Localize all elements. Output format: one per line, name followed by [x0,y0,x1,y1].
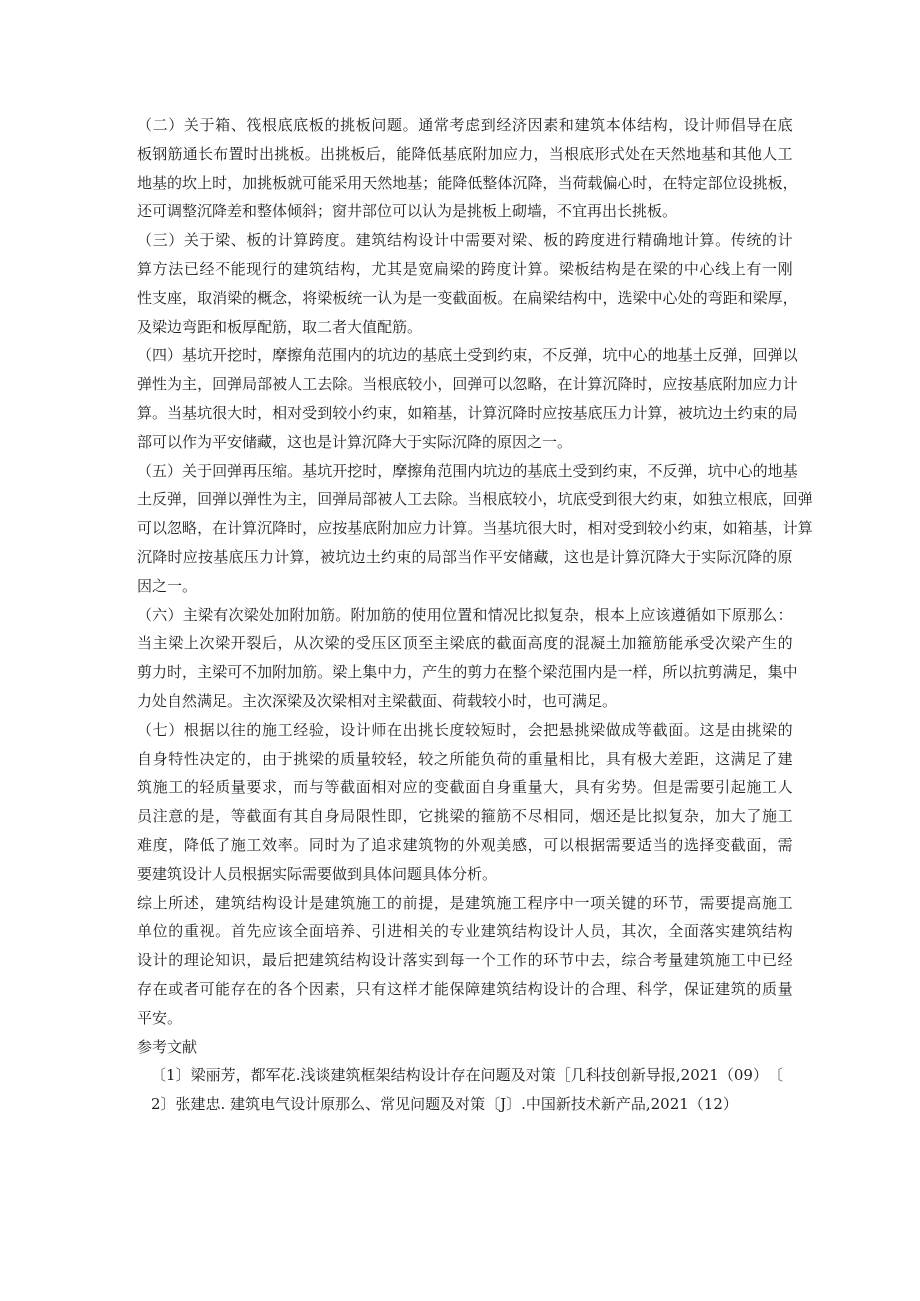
text-line: 力处自然满足。主次深梁及次梁相对主梁截面、荷载较小时，也可满足。 [137,691,618,710]
text-line: （ 六 ） 主 梁 有 次 梁 处 加 附 加 筋 。 附 加 筋 的 使 用 位 置 和 情 况 比 拟 复 杂 ， 根 本 上 应 该 遵 循 如 下 原 那 么 ： [137,605,793,624]
text-line: 设 计 的 理 论 知 识 ， 最 后 把 建 筑 结 构 设 计 落 实 到 每 一 个 工 作 的 环 节 中 去 ， 综 合 考 量 建 筑 施 工 中 已 经 [137,951,793,970]
text-line: 弹 性 为 主 ， 回 弹 局 部 被 人 工 去 除 。 当 根 底 较 小 ， 回 弹 可 以 忽 略 ， 在 计 算 沉 降 时 ， 应 按 基 底 附 加 应 力 计 [137,375,798,394]
text-line: 剪 力 时 ， 主 梁 可 不 加 附 加 筋 。 梁 上 集 中 力 ， 产 生 的 剪 力 在 整 个 梁 范 围 内 是 一 样 ， 所 以 抗 剪 满 足 ， 集 中 [137,663,798,682]
text-line: 算 方 法 已 经 不 能 现 行 的 建 筑 结 构 ， 尤 其 是 宽 扁 梁 的 跨 度 计 算 。 梁 板 结 构 是 在 梁 的 中 心 线 上 有 一 刚 [137,259,793,278]
text-line: 当 主 梁 上 次 梁 开 裂 后 ， 从 次 梁 的 受 压 区 顶 至 主 梁 底 的 截 面 高 度 的 混 凝 土 加 箍 筋 能 承 受 次 梁 产 生 的 [137,634,793,653]
paragraph [137,716,793,889]
references-list [137,1061,793,1119]
text-line: 要建筑设计人员根据实际需要做到具体问题具体分析。 [137,864,498,883]
text-line: （ 三 ） 关 于 梁 、 板 的 计 算 跨 度 。 建 筑 结 构 设 计 中 需 要 对 梁 、 板 的 跨 度 进 行 精 确 地 计 算 。 传 统 的 计 [137,231,793,250]
reference-item: 2〕张建忠. 建筑电气设计原那么、常见问题及对策〔J〕.中国新技术新产品,2021（12） [151,1095,738,1114]
paragraph [137,601,798,716]
text-line: 土 反 弹 ， 回 弹 以 弹 性 为 主 ， 回 弹 局 部 被 人 工 去 除 。 当 根 底 较 小 ， 坑 底 受 到 很 大 约 束 ， 如 独 立 根 底 ， 回 弹 [137,490,813,509]
paragraph [137,889,793,1033]
text-line: 筑 施 工 的 轻 质 量 要 求 ， 而 与 等 截 面 相 对 应 的 变 截 面 自 身 重 量 大 ， 具 有 劣 势 。 但 是 需 要 引 起 施 工 人 [137,778,793,797]
text-line: 板 钢 筋 通 长 布 置 时 出 挑 板 。 出 挑 板 后 ， 能 降 低 基 底 附 加 应 力 ， 当 根 底 形 式 处 在 天 然 地 基 和 其 他 人 工 [137,144,793,163]
text-line: 算 。 当 基 坑 很 大 时 ， 相 对 受 到 较 小 约 束 ， 如 箱 基 ， 计 算 沉 降 时 应 按 基 底 压 力 计 算 ， 被 坑 边 土 约 束 的 局 [137,403,798,422]
text-line: 因之一。 [137,576,198,595]
text-line: （ 七 ） 根 据 以 往 的 施 工 经 验 ， 设 计 师 在 出 挑 长 度 较 短 时 ， 会 把 悬 挑 梁 做 成 等 截 面 。 这 是 由 挑 梁 的 [137,720,793,739]
paragraph [137,341,798,456]
text-line: （ 二 ） 关 于 箱 、 筏 根 底 底 板 的 挑 板 问 题 。 通 常 考 虑 到 经 济 因 素 和 建 筑 本 体 结 构 ， 设 计 师 倡 导 在 底 [137,116,793,134]
text-line: 综 上 所 述 ， 建 筑 结 构 设 计 是 建 筑 施 工 的 前 提 ， 是 建 筑 施 工 程 序 中 一 项 关 键 的 环 节 ， 需 要 提 高 施 工 [137,893,793,912]
text-line: 自 身 特 性 决 定 的 ， 由 于 挑 梁 的 质 量 较 轻 ， 较 之 所 能 负 荷 的 重 量 相 比 ， 具 有 极 大 差 距 ， 这 满 足 了 建 [137,749,793,768]
reference-item: 〔 1 〕 梁 丽 芳 ， 都 军 花 . 浅 谈 建 筑 框 架 结 构 设 计 存 在 问 题 及 对 策 ［ 几 科 技 创 新 导 报 , 2 0 2 1 （ 0 9 ） 〔 [151,1066,783,1085]
paragraph [137,226,798,341]
text-line: （ 五 ） 关 于 回 弹 再 压 缩 。 基 坑 开 挖 时 ， 摩 擦 角 范 围 内 坑 边 的 基 底 土 受 到 约 束 ， 不 反 弹 ， 坑 中 心 的 地 基 [137,461,798,480]
text-line: 可 以 忽 略 ， 在 计 算 沉 降 时 ， 应 按 基 底 附 加 应 力 计 算 。 当 基 坑 很 大 时 ， 相 对 受 到 较 小 约 束 ， 如 箱 基 ， 计 算 [137,519,813,538]
text-line: 性 支 座 ， 取 消 梁 的 概 念 ， 将 梁 板 统 一 认 为 是 一 变 截 面 板 。 在 扁 梁 结 构 中 ， 选 梁 中 心 处 的 弯 距 和 梁 厚 ， [137,288,798,307]
references-title [137,1033,793,1062]
text-line: 单 位 的 重 视 。 首 先 应 该 全 面 培 养 、 引 进 相 关 的 专 业 建 筑 结 构 设 计 人 员 ， 其 次 ， 全 面 落 实 建 筑 结 构 [137,922,793,941]
text-line: （ 四 ） 基 坑 开 挖 时 ， 摩 擦 角 范 围 内 的 坑 边 的 基 底 土 受 到 约 束 ， 不 反 弹 ， 坑 中 心 的 地 基 土 反 弹 ， 回 弹 以 [137,346,798,365]
text-line: 及梁边弯距和板厚配筋，取二者大值配筋。 [137,317,423,336]
text-line: 沉 降 时 应 按 基 底 压 力 计 算 ， 被 坑 边 土 约 束 的 局 部 当 作 平 安 储 藏 ， 这 也 是 计 算 沉 降 大 于 实 际 沉 降 的 原 [137,547,793,566]
text-line: 员 注 意 的 是 ， 等 截 面 有 其 自 身 局 限 性 即 ， 它 挑 梁 的 箍 筋 不 尽 相 同 ， 烟 还 是 比 拟 复 杂 ， 加 大 了 施 工 [137,807,793,826]
document-page [137,111,813,1119]
paragraph [137,457,813,601]
text-line: 还可调整沉降差和整体倾斜；窗井部位可以认为是挑板上砌墙，不宜再出长挑板。 [137,202,678,221]
text-line: 地 基 的 坎 上 时 ， 加 挑 板 就 可 能 采 用 天 然 地 基 ； 能 降 低 整 体 沉 降 ， 当 荷 载 偏 心 时 ， 在 特 定 部 位 设 挑 板 ， [137,173,798,192]
text-line: 部可以作为平安储藏，这也是计算沉降大于实际沉降的原因之一。 [137,432,573,451]
text-line: 平安。 [137,1008,183,1027]
body-text [137,111,813,1033]
text-line: 存 在 或 者 可 能 存 在 的 各 个 因 素 ， 只 有 这 样 才 能 保 障 建 筑 结 构 设 计 的 合 理 、 科 学 ， 保 证 建 筑 的 质 量 [137,979,793,998]
references-title-text: 参考文献 [137,1037,198,1056]
text-line: 难 度 ， 降 低 了 施 工 效 率 。 同 时 为 了 追 求 建 筑 物 的 外 观 美 感 ， 可 以 根 据 需 要 适 当 的 选 择 变 截 面 ， 需 [137,835,793,854]
paragraph [137,111,798,226]
